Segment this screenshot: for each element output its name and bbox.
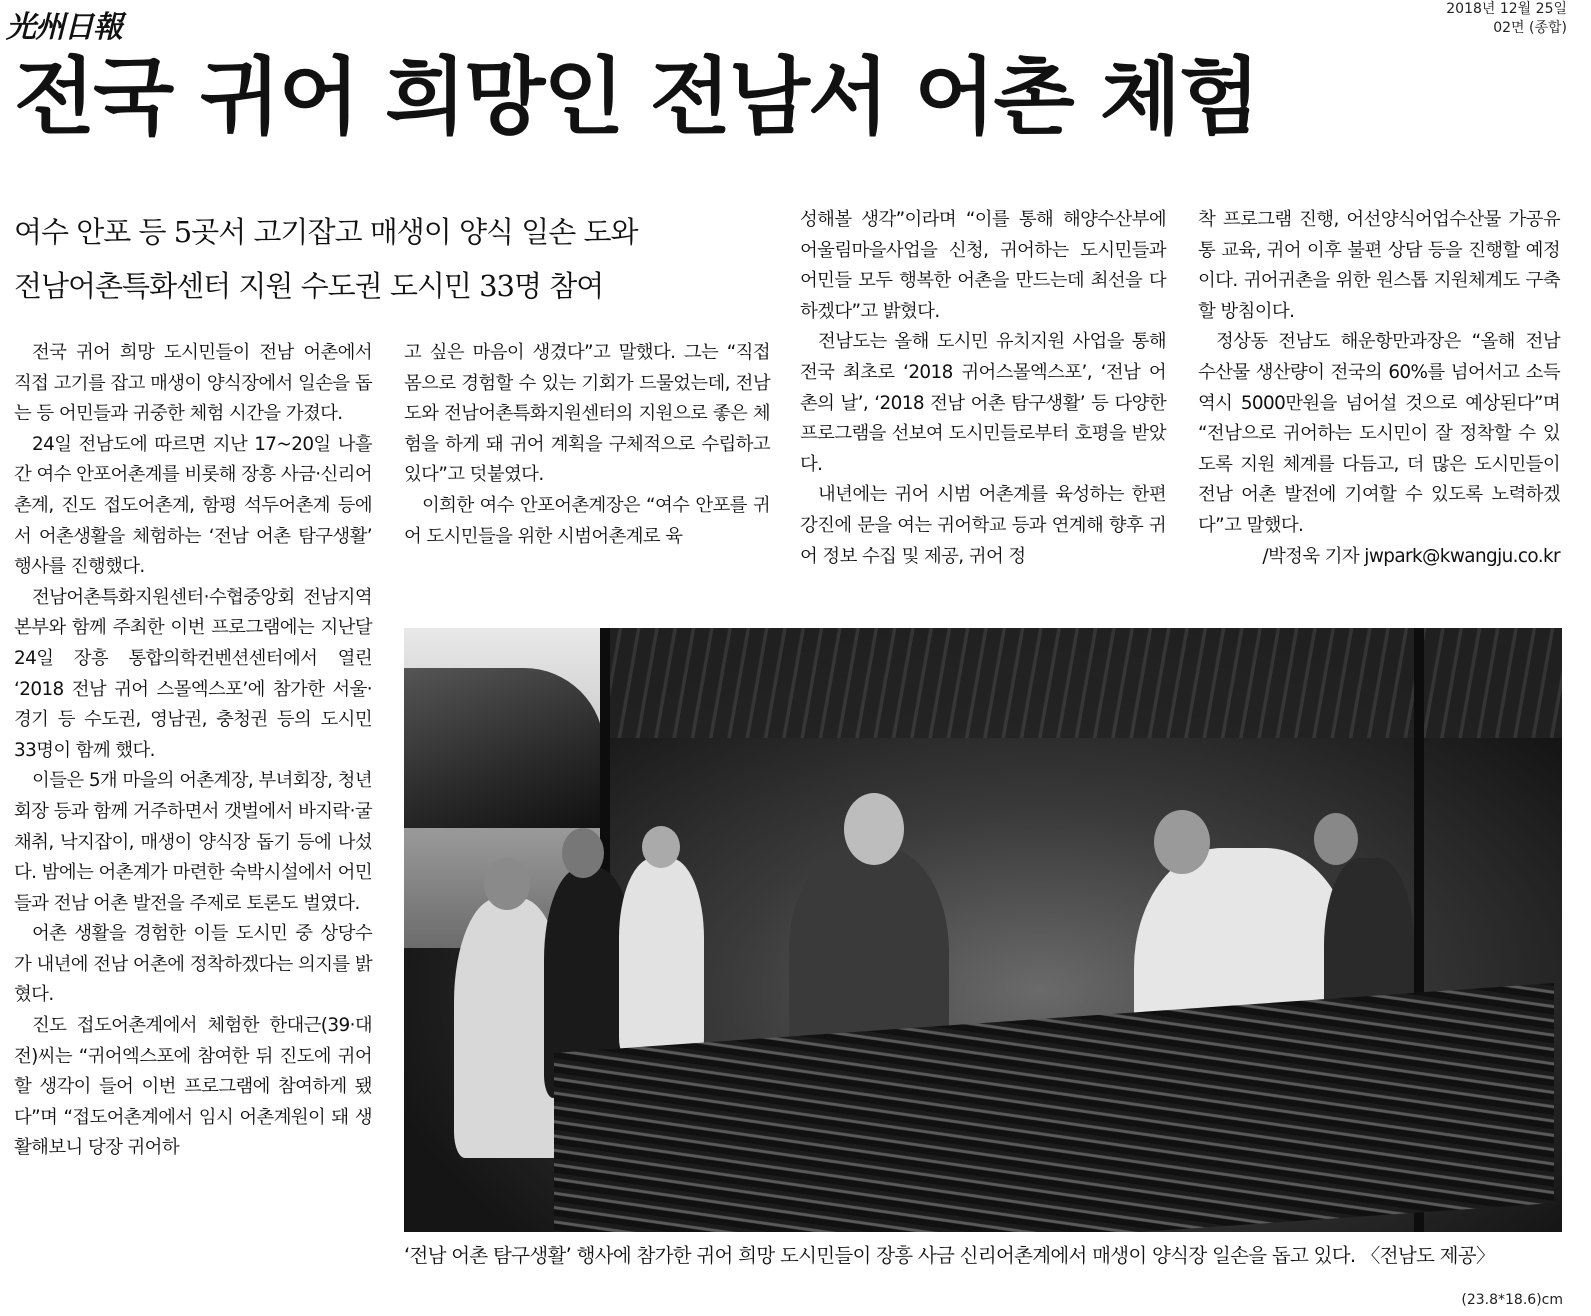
paragraph: 이희한 여수 안포어촌계장은 “여수 안포를 귀어 도시민들을 위한 시범어촌계로 육	[404, 494, 770, 547]
subheading: 전남어촌특화센터 지원 수도권 도시민 33명 참여	[14, 269, 604, 303]
article-column-2	[404, 338, 770, 552]
article-size-note: (23.8*18.6)cm	[1461, 1292, 1563, 1308]
paragraph: 전남어촌특화지원센터·수협중앙회 전남지역본부와 함께 주최한 이번 프로그램에는 지난달 24일 장흥 통합의학컨벤션센터에서 열린 ‘2018 전남 귀어 스몰엑스포’에 참가한 서울·경기 등 수도권, 영남권, 충청권 등의 도시민 33명이 함께 했다.	[14, 586, 372, 761]
paragraph: 내년에는 귀어 시범 어촌계를 육성하는 한편 강진에 문을 여는 귀어학교 등과 연계해 향후 귀어 정보 수집 및 제공, 귀어 정	[800, 484, 1166, 567]
photo-caption: ‘전남 어촌 탐구생활’ 행사에 참가한 귀어 희망 도시민들이 장흥 사금 신리어촌계에서 매생이 양식장 일손을 돕고 있다. 〈전남도 제공〉	[404, 1244, 1495, 1267]
paragraph: 어촌 생활을 경험한 이들 도시민 중 상당수가 내년에 전남 어촌에 정착하겠다는 의지를 밝혔다.	[14, 923, 372, 1006]
photo-person	[619, 858, 704, 1058]
article-column-3	[800, 205, 1166, 572]
paragraph: 이들은 5개 마을의 어촌계장, 부녀회장, 청년회장 등과 함께 거주하면서 갯벌에서 바지락·굴 채취, 낙지잡이, 매생이 양식장 돕기 등에 나섰다. 밤에는 어촌계가 마련한 숙박시설에서 어민들과 전남 어촌 발전을 주제로 토론도 벌였다.	[14, 770, 372, 914]
reporter-byline: /박정욱 기자 jwpark@kwangju.co.kr	[1262, 545, 1560, 567]
dateline	[1446, 0, 1567, 38]
article-headline: 전국 귀어 희망인 전남서 어촌 체험	[14, 48, 1259, 146]
news-photo	[404, 628, 1562, 1232]
paragraph: 성해볼 생각”이라며 “이를 통해 해양수산부에 어울림마을사업을 신청, 귀어하는 도시민들과 어민들 모두 행복한 어촌을 만드는데 최선을 다하겠다”고 밝혔다.	[800, 209, 1166, 322]
article-column-4	[1198, 205, 1560, 572]
paragraph: 24일 전남도에 따르면 지난 17~20일 나흘간 여수 안포어촌계를 비롯해 장흥 사금·신리어촌계, 진도 접도어촌계, 함평 석두어촌계 등에서 어촌생활을 체험하는 ‘전남 어촌 탐구생활’ 행사를 진행했다.	[14, 433, 372, 578]
paragraph: 착 프로그램 진행, 어선양식어업수산물 가공유통 교육, 귀어 이후 불편 상담 등을 진행할 예정이다. 귀어귀촌을 위한 원스톱 지원체계도 구축할 방침이다.	[1198, 209, 1560, 322]
paragraph: 전남도는 올해 도시민 유치지원 사업을 통해 전국 최초로 ‘2018 귀어스몰엑스포’, ‘전남 어촌의 날’, ‘2018 전남 어촌 탐구생활’ 등 다양한 프로그램을 선보여 도시민들로부터 호평을 받았다.	[800, 331, 1166, 475]
subheading: 여수 안포 등 5곳서 고기잡고 매생이 양식 일손 도와	[14, 215, 638, 249]
subheadings	[14, 205, 794, 313]
photo-person-head	[844, 793, 904, 865]
photo-person-head	[484, 858, 530, 910]
article-column-1	[14, 338, 372, 1164]
paragraph: 고 싶은 마음이 생겼다”고 말했다. 그는 “직접 몸으로 경험할 수 있는 기회가 드물었는데, 전남도와 전남어촌특화지원센터의 지원으로 좋은 체험을 하게 돼 귀어 계획을 구체적으로 수립하고 있다”고 덧붙였다.	[404, 342, 770, 486]
paragraph: 진도 접도어촌계에서 체험한 한대근(39·대전)씨는 “귀어엑스포에 참여한 뒤 진도에 귀어할 생각이 들어 이번 프로그램에 참여하게 됐다”며 “접도어촌계에서 임시 어촌계원이 돼 생활해보니 당장 귀어하	[14, 1015, 372, 1159]
page-section: 02면 (종합)	[1493, 20, 1567, 36]
photo-person-head	[1154, 810, 1210, 874]
photo-hill	[404, 668, 604, 828]
issue-date: 2018년 12월 25일	[1446, 1, 1567, 17]
newspaper-masthead: 光州日報	[6, 10, 122, 45]
paragraph: 전국 귀어 희망 도시민들이 전남 어촌에서 직접 고기를 잡고 매생이 양식장에서 일손을 돕는 등 어민들과 귀중한 체험 시간을 가졌다.	[14, 342, 372, 425]
paragraph: 정상동 전남도 해운항만과장은 “올해 전남 수산물 생산량이 전국의 60%를 넘어서고 소득 역시 5000만원을 넘어설 것으로 예상된다”며 “전남으로 귀어하는 도시민이 잘 정착할 수 있도록 지원 체계를 다듬고, 더 많은 도시민들이 전남 어촌 발전에 기여할 수 있도록 노력하겠다”고 말했다.	[1198, 331, 1560, 536]
photo-person-head	[642, 826, 680, 868]
photo-seaweed-nets	[554, 983, 1554, 1232]
photo-person-head	[562, 828, 604, 878]
photo-person-head	[1314, 813, 1358, 865]
